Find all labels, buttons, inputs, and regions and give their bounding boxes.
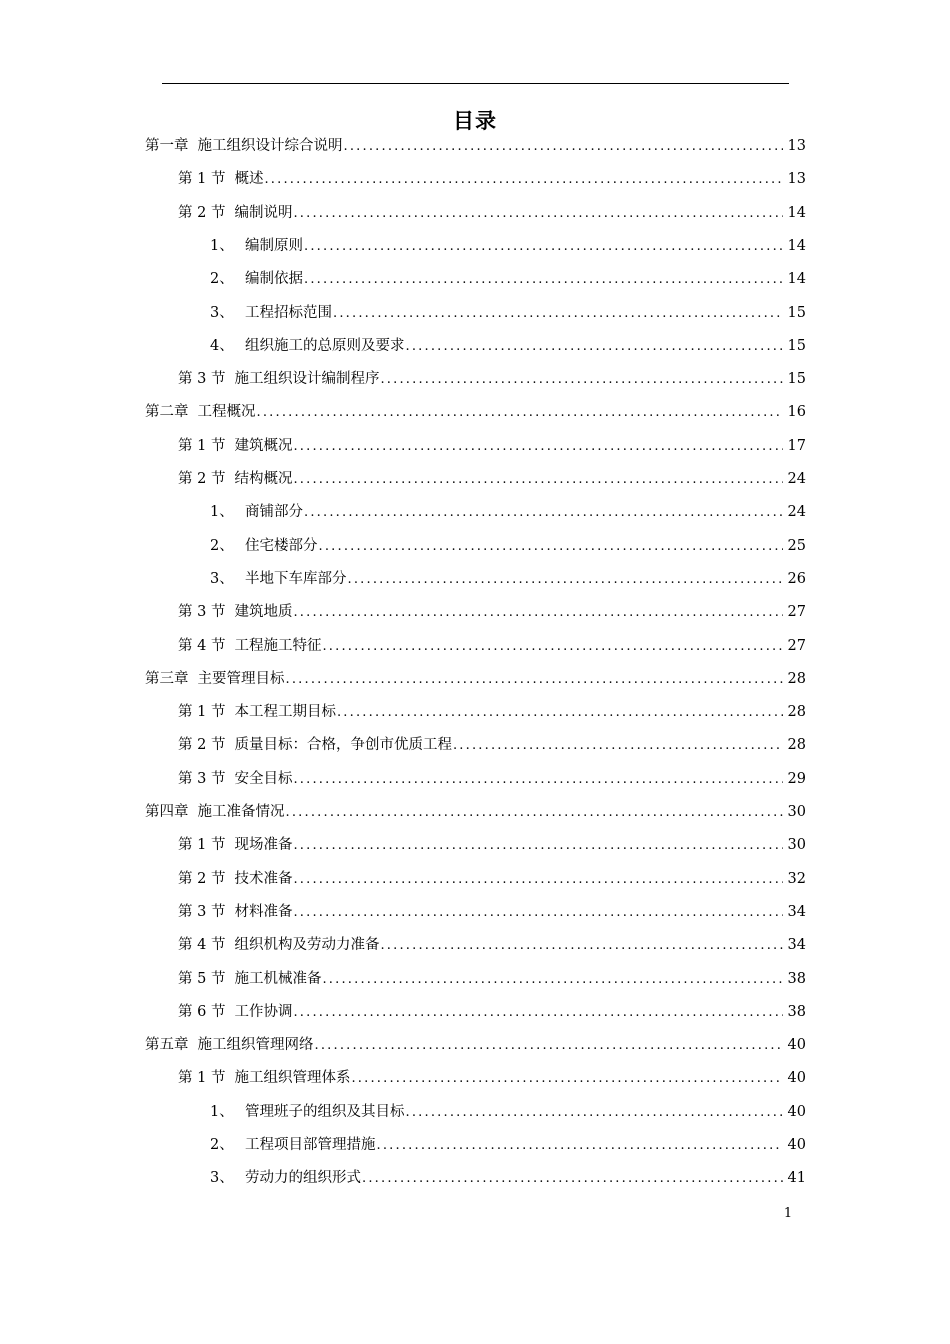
toc-entry-label: 住宅楼部分: [245, 537, 318, 554]
toc-entry-number: 第 1 节: [178, 437, 226, 454]
toc-entry-number: 3、: [210, 570, 234, 587]
toc-entry-page-number: 14: [787, 204, 806, 221]
toc-dot-leader: [304, 263, 783, 296]
toc-entry[interactable]: [178, 596, 806, 629]
toc-dot-leader: [286, 663, 784, 696]
toc-dot-leader: [293, 896, 783, 929]
toc-entry-page-number: 38: [787, 1003, 806, 1020]
toc-dot-leader: [406, 330, 784, 363]
toc-entry-page-number: 32: [787, 870, 806, 887]
toc-dot-leader: [351, 1062, 783, 1095]
toc-dot-leader: [293, 763, 783, 796]
toc-entry-label: 管理班子的组织及其目标: [245, 1103, 405, 1120]
toc-entry[interactable]: [210, 530, 806, 563]
toc-entry-number: 1、: [210, 237, 234, 254]
toc-entry-number: 第 2 节: [178, 204, 226, 221]
toc-entry-label: 工程概况: [197, 404, 256, 421]
toc-entry-number: 3、: [210, 304, 234, 321]
toc-entry-label: 施工机械准备: [234, 970, 322, 987]
toc-dot-leader: [293, 996, 783, 1029]
toc-entry-number: 第 2 节: [178, 870, 226, 887]
toc-dot-leader: [322, 630, 783, 663]
toc-entry-page-number: 15: [787, 337, 806, 354]
toc-dot-leader: [304, 496, 783, 529]
toc-entry-label: 编制原则: [245, 237, 303, 254]
toc-dot-leader: [344, 130, 784, 163]
toc-entry-label: 技术准备: [234, 870, 293, 887]
toc-entry-number: 3、: [210, 1170, 234, 1187]
toc-entry[interactable]: [210, 563, 806, 596]
toc-entry-number: 第 1 节: [178, 837, 226, 854]
toc-entry-label: 施工组织管理网络: [197, 1037, 314, 1054]
toc-entry-number: 2、: [210, 537, 234, 554]
toc-dot-leader: [293, 596, 783, 629]
toc-entry-label: 建筑地质: [234, 604, 293, 621]
toc-entry[interactable]: [210, 330, 806, 363]
toc-entry-label: 工程施工特征: [234, 637, 322, 654]
toc-entry-number: 第一章: [145, 138, 189, 154]
toc-entry-page-number: 24: [787, 504, 806, 521]
toc-entry-number: 第 1 节: [178, 171, 226, 188]
toc-entry[interactable]: [145, 130, 806, 163]
toc-entry-number: 第二章: [145, 404, 189, 421]
toc-entry-page-number: 15: [787, 371, 806, 388]
toc-entry-number: 第五章: [145, 1037, 189, 1054]
toc-entry-label: 结构概况: [234, 471, 293, 487]
toc-dot-leader: [406, 1096, 784, 1129]
toc-entry[interactable]: [210, 230, 806, 263]
toc-entry-page-number: 28: [787, 670, 806, 687]
toc-entry-label: 本工程工期目标: [234, 704, 336, 721]
toc-entry-page-number: 27: [787, 604, 806, 621]
toc-entry-label: 概述: [234, 171, 264, 188]
toc-entry[interactable]: [178, 863, 806, 896]
toc-dot-leader: [293, 829, 783, 862]
toc-entry-page-number: 40: [787, 1037, 806, 1054]
toc-entry[interactable]: [210, 263, 806, 296]
toc-entry-number: 2、: [210, 271, 234, 288]
toc-entry-number: 第 4 节: [178, 637, 226, 654]
toc-dot-leader: [377, 1129, 784, 1162]
toc-entry-label: 商铺部分: [245, 504, 303, 521]
toc-entry[interactable]: [210, 496, 806, 529]
toc-entry[interactable]: [178, 696, 806, 729]
toc-dot-leader: [380, 929, 783, 962]
toc-dot-leader: [348, 563, 784, 596]
toc-entry-label: 编制说明: [234, 204, 293, 221]
toc-dot-leader: [319, 530, 784, 563]
toc-entry-number: 1、: [210, 1103, 234, 1120]
toc-dot-leader: [362, 1162, 783, 1195]
toc-entry[interactable]: [178, 763, 806, 796]
toc-entry[interactable]: [178, 363, 806, 396]
toc-entry-page-number: 28: [787, 737, 806, 754]
toc-entry-number: 1、: [210, 504, 234, 521]
toc-dot-leader: [293, 863, 783, 896]
toc-entry[interactable]: [178, 929, 806, 962]
toc-entry-page-number: 38: [787, 970, 806, 987]
toc-dot-leader: [380, 363, 783, 396]
page-title: 目录: [453, 109, 497, 133]
toc-entry-label: 组织施工的总原则及要求: [245, 337, 405, 354]
toc-entry[interactable]: [178, 963, 806, 996]
toc-entry[interactable]: [145, 396, 806, 429]
toc-entry-page-number: 16: [787, 404, 806, 421]
toc-entry-page-number: 15: [787, 304, 806, 321]
toc-entry-label: 现场准备: [234, 837, 293, 854]
toc-entry-page-number: 14: [787, 237, 806, 254]
toc-entry-page-number: 41: [787, 1170, 806, 1187]
toc-entry[interactable]: [178, 630, 806, 663]
toc-dot-leader: [257, 396, 784, 429]
toc-entry-page-number: 30: [787, 837, 806, 854]
toc-entry-page-number: 30: [787, 804, 806, 820]
toc-entry-page-number: 27: [787, 637, 806, 654]
toc-entry-label: 编制依据: [245, 271, 303, 288]
toc-entry-number: 2、: [210, 1137, 234, 1153]
toc-entry-page-number: 40: [787, 1103, 806, 1120]
toc-dot-leader: [293, 463, 783, 496]
toc-entry[interactable]: [210, 297, 806, 330]
toc-entry-page-number: 25: [787, 537, 806, 554]
toc-dot-leader: [264, 163, 783, 196]
toc-entry[interactable]: [178, 729, 806, 762]
toc-entry-label: 施工组织设计综合说明: [197, 138, 343, 154]
toc-entry-page-number: 40: [787, 1070, 806, 1087]
toc-entry[interactable]: [178, 197, 806, 230]
toc-entry-number: 第 2 节: [178, 471, 226, 487]
toc-entry-number: 第四章: [145, 804, 189, 820]
toc-entry-page-number: 34: [787, 937, 806, 954]
toc-entry[interactable]: [178, 163, 806, 196]
toc-entry-page-number: 29: [787, 770, 806, 787]
toc-entry[interactable]: [210, 1096, 806, 1129]
toc-entry[interactable]: [178, 896, 806, 929]
toc-entry-page-number: 28: [787, 704, 806, 721]
toc-entry-page-number: 24: [787, 471, 806, 487]
toc-entry-number: 第 2 节: [178, 737, 226, 754]
toc-dot-leader: [333, 297, 783, 330]
toc-entry-label: 工程项目部管理措施: [245, 1137, 376, 1153]
toc-entry[interactable]: [210, 1162, 806, 1195]
toc-dot-leader: [322, 963, 783, 996]
toc-entry[interactable]: [178, 463, 806, 496]
toc-entry-page-number: 40: [787, 1137, 806, 1153]
toc-entry[interactable]: [178, 829, 806, 862]
toc-entry-label: 建筑概况: [234, 437, 293, 454]
toc-dot-leader: [293, 430, 783, 463]
toc-entry-number: 第 4 节: [178, 937, 226, 954]
toc-entry-label: 质量目标：合格，争创市优质工程: [234, 737, 452, 754]
toc-entry-number: 第 3 节: [178, 371, 226, 388]
toc-entry-label: 施工准备情况: [197, 804, 285, 820]
toc-entry-number: 第 6 节: [178, 1003, 226, 1020]
header-rule: [162, 83, 789, 84]
toc-entry[interactable]: [210, 1129, 806, 1162]
toc-entry-page-number: 13: [787, 171, 806, 188]
page-number: 1: [783, 1206, 793, 1221]
toc-entry-number: 第 1 节: [178, 704, 226, 721]
toc-entry[interactable]: [178, 430, 806, 463]
toc-entry-label: 施工组织设计编制程序: [234, 371, 380, 388]
toc-entry[interactable]: [145, 663, 806, 696]
toc-entry-number: 第 3 节: [178, 770, 226, 787]
toc-entry-label: 半地下车库部分: [245, 570, 347, 587]
toc-dot-leader: [286, 796, 784, 829]
toc-entry[interactable]: [145, 1029, 806, 1062]
toc-dot-leader: [453, 729, 783, 762]
toc-dot-leader: [315, 1029, 784, 1062]
toc-entry[interactable]: [178, 1062, 806, 1095]
toc-entry-page-number: 14: [787, 271, 806, 288]
toc-entry-number: 第 3 节: [178, 604, 226, 621]
toc-entry-label: 工程招标范围: [245, 304, 332, 321]
toc-entry-label: 组织机构及劳动力准备: [234, 937, 380, 954]
toc-entry-label: 主要管理目标: [197, 670, 285, 687]
toc-entry-number: 第 5 节: [178, 970, 226, 987]
toc-entry-number: 4、: [210, 337, 234, 354]
toc-entry[interactable]: [178, 996, 806, 1029]
toc-entry-number: 第三章: [145, 670, 189, 687]
toc-entry-page-number: 26: [787, 570, 806, 587]
toc-entry-label: 劳动力的组织形式: [245, 1170, 361, 1187]
toc-entry-page-number: 17: [787, 437, 806, 454]
toc-entry-label: 工作协调: [234, 1003, 293, 1020]
toc-dot-leader: [293, 197, 783, 230]
toc-entry-label: 安全目标: [234, 770, 293, 787]
toc-entry-number: 第 1 节: [178, 1070, 226, 1087]
toc-entry-number: 第 3 节: [178, 903, 226, 920]
toc-entry-page-number: 13: [787, 138, 806, 154]
toc-entry-label: 材料准备: [234, 903, 293, 920]
toc-entry-label: 施工组织管理体系: [234, 1070, 351, 1087]
toc-entry-page-number: 34: [787, 903, 806, 920]
toc-dot-leader: [304, 230, 783, 263]
toc-dot-leader: [337, 696, 783, 729]
toc-entry[interactable]: [145, 796, 806, 829]
